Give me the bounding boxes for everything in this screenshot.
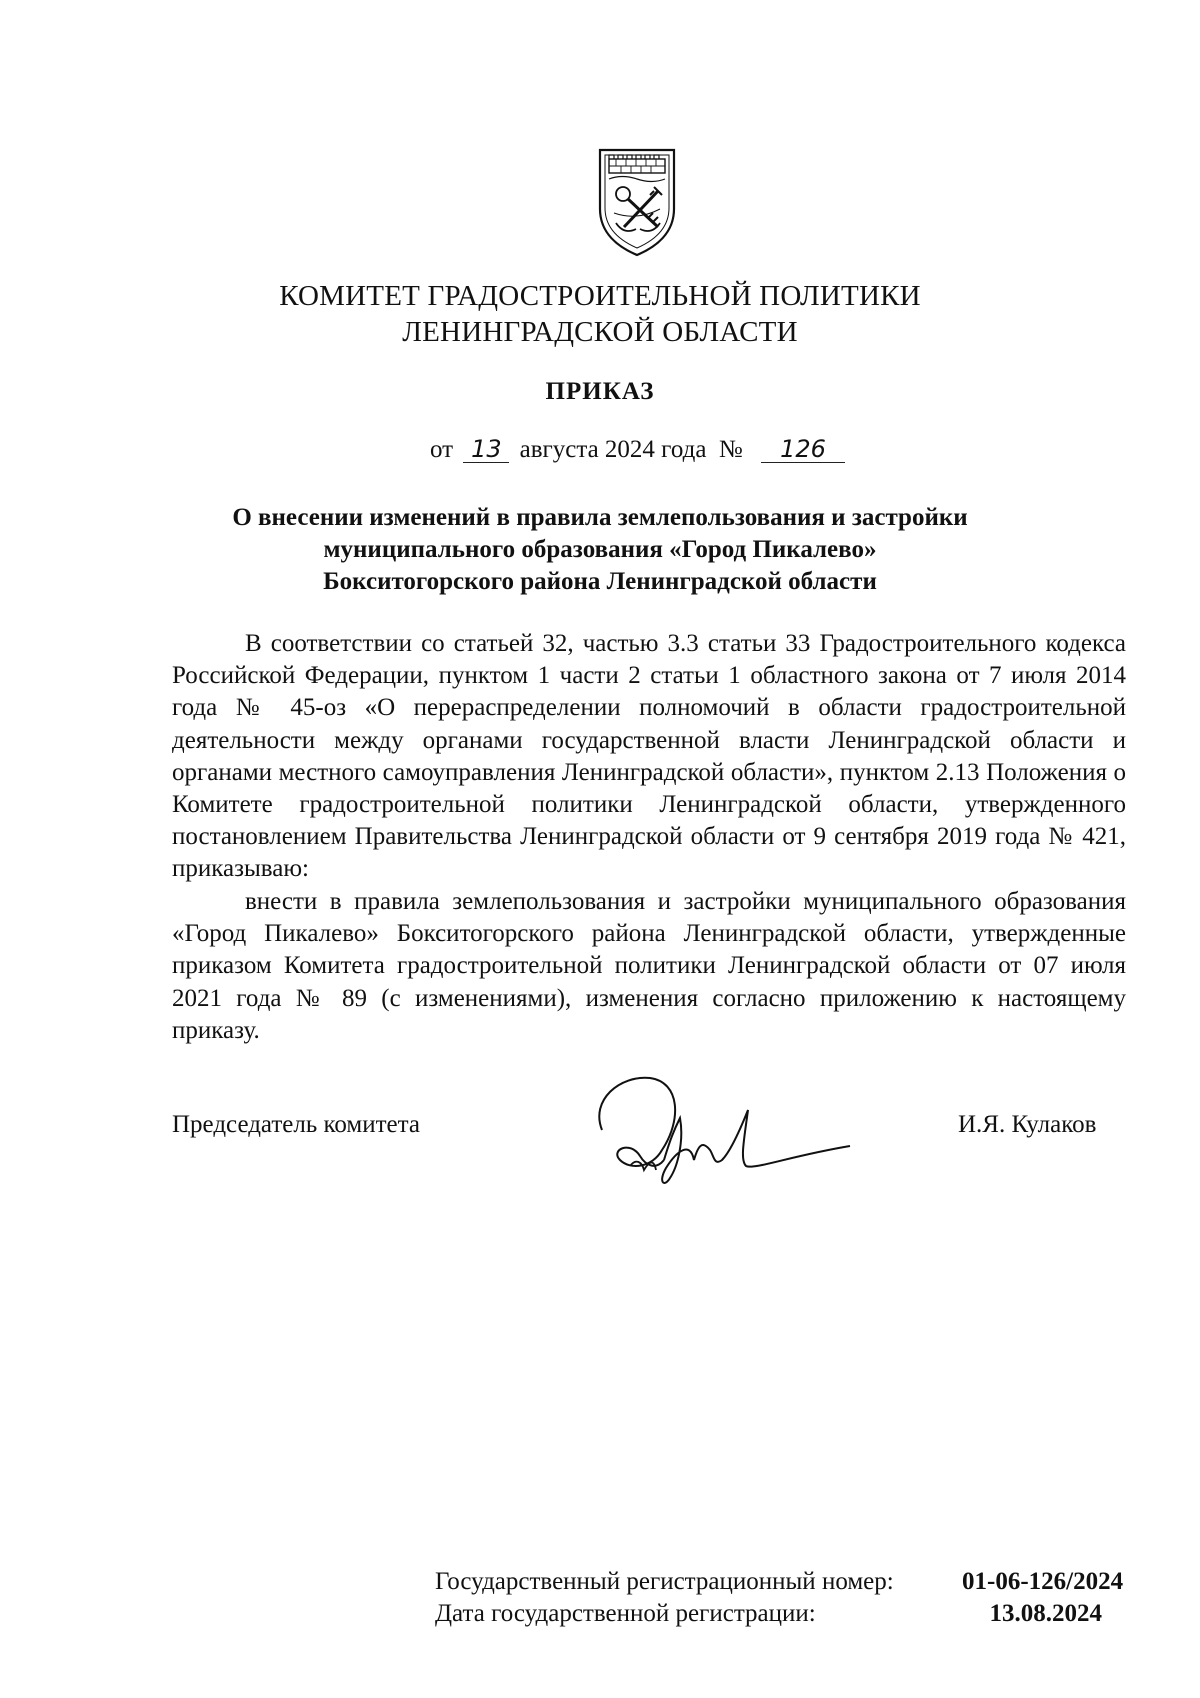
organization-name-line-2: ЛЕНИНГРАДСКОЙ ОБЛАСТИ — [402, 316, 798, 348]
order-dateline — [430, 436, 845, 464]
signatory-name: И.Я. Кулаков — [958, 1111, 1097, 1138]
order-month-year: августа 2024 года — [519, 436, 707, 463]
number-sign: № — [718, 436, 743, 463]
document-type-title: ПРИКАЗ — [545, 378, 655, 405]
registration-date-row — [435, 1600, 1102, 1628]
body-paragraph-2: внести в правила землепользования и застройки муниципального образования «Город Пикалево» Бокситогорского района Ленинградской области, утвержденные приказом Комитета градостроительной политики Ленинградской области от 07 июля 2021 года № 89 (с изменениями), изменения согласно приложению к настоящему приказу. — [172, 888, 1126, 1044]
registration-number-row — [435, 1568, 1124, 1596]
registration-number-value: 01-06-126/2024 — [962, 1568, 1124, 1595]
date-prefix: от — [430, 436, 454, 463]
registration-date-label: Дата государственной регистрации: — [435, 1600, 816, 1627]
registration-number-label: Государственный регистрационный номер: — [435, 1568, 894, 1595]
order-number-handwritten: 126 — [761, 436, 845, 463]
subject-line-1: О внесении изменений в правила землепользования и застройки — [232, 504, 968, 531]
order-day-handwritten: 13 — [463, 436, 509, 463]
signatory-title: Председатель комитета — [172, 1111, 420, 1138]
subject-line-2: муниципального образования «Город Пикалево» — [323, 536, 877, 563]
registration-date-value: 13.08.2024 — [989, 1600, 1102, 1627]
handwritten-signature — [590, 1070, 870, 1200]
body-paragraph-1: В соответствии со статьей 32, частью 3.3 статьи 33 Градостроительного кодекса Российской Федерации, пунктом 1 части 2 статьи 1 областного закона от 7 июля 2014 года № 45-оз «О перераспределении полномочий в области градостроительной деятельности между органами государственной власти Ленинградской области и органами местного самоуправления Ленинградской области», пунктом 2.13 Положения о Комитете градостроительной политики Ленинградской области, утвержденного постановлением Правительства Ленинградской области от 9 сентября 2019 года № 421, приказываю: — [172, 630, 1126, 883]
coat-of-arms-icon — [596, 147, 678, 257]
subject-line-3: Бокситогорского района Ленинградской области — [323, 568, 877, 595]
organization-name-line-1: КОМИТЕТ ГРАДОСТРОИТЕЛЬНОЙ ПОЛИТИКИ — [279, 280, 921, 312]
